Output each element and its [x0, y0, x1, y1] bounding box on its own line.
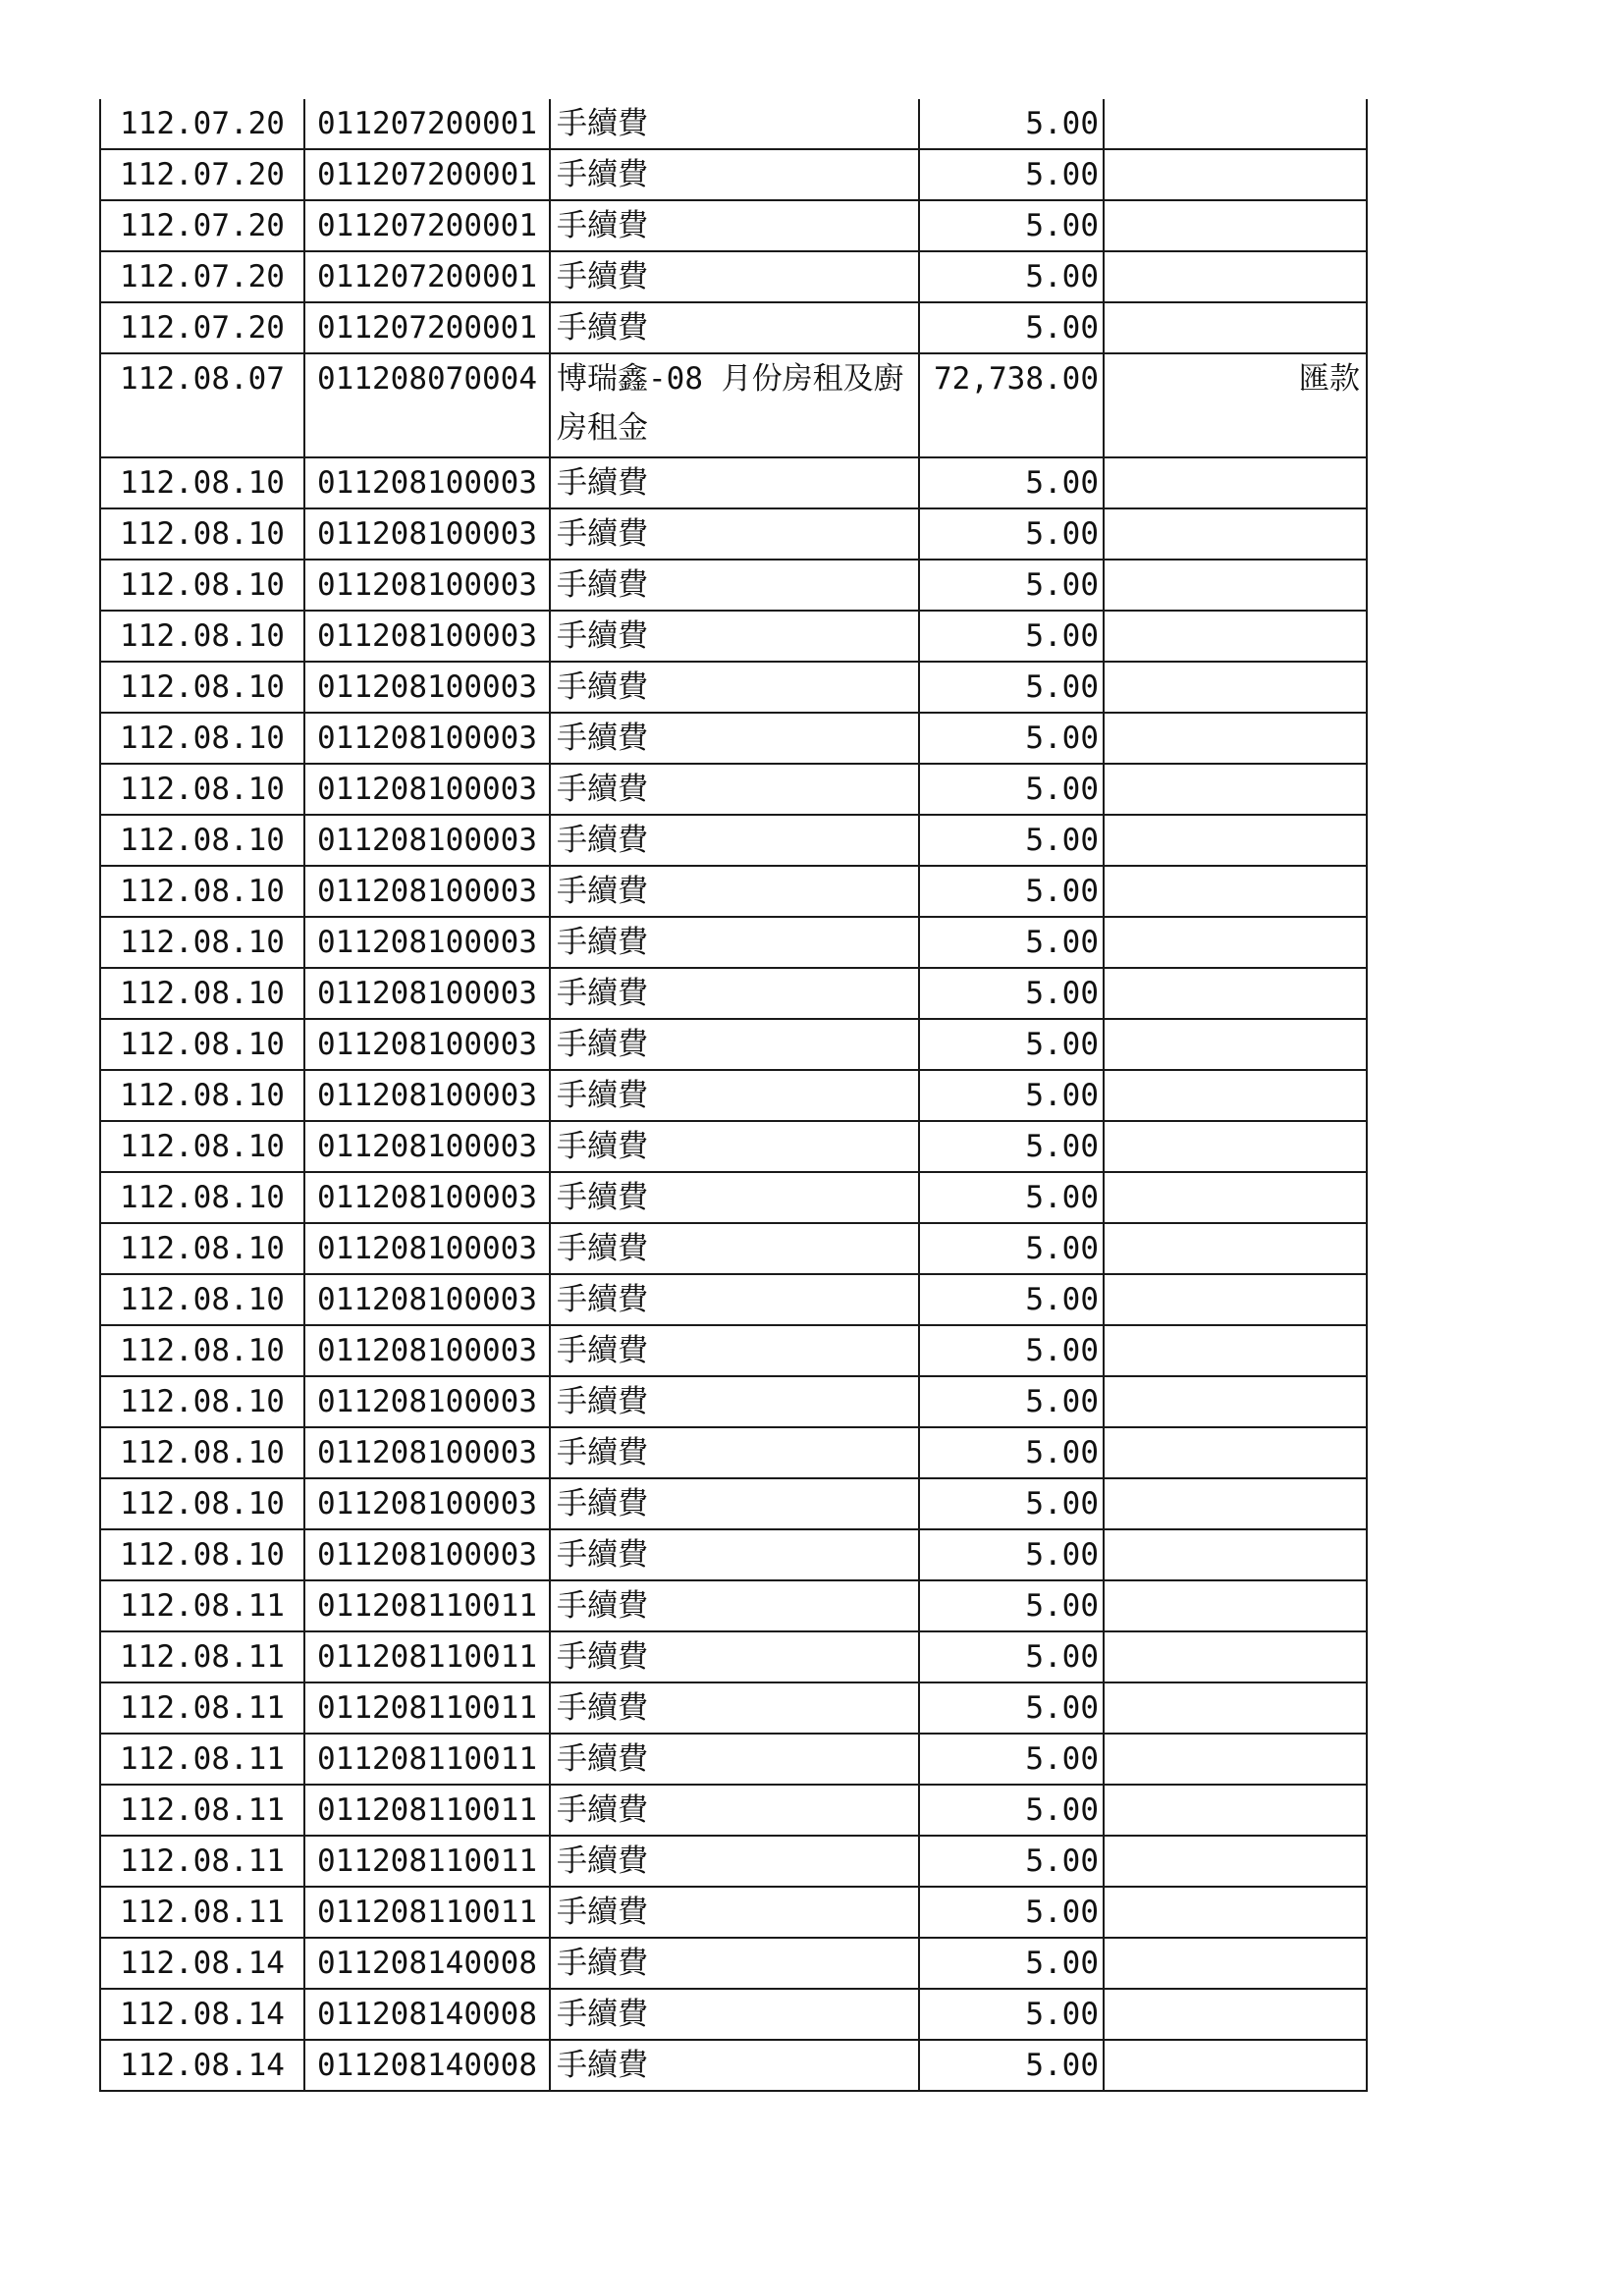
entry-description: 手續費: [550, 1427, 919, 1478]
entry-description: 手續費: [550, 1070, 919, 1121]
table-row: [100, 457, 1367, 508]
voucher-number: 011208100003: [304, 662, 550, 713]
table-row: [100, 1376, 1367, 1427]
voucher-number: 011208100003: [304, 866, 550, 917]
entry-description: 手續費: [550, 1887, 919, 1938]
entry-amount: 5.00: [919, 1580, 1104, 1631]
entry-description: 手續費: [550, 560, 919, 611]
table-row: [100, 99, 1367, 149]
entry-amount: 5.00: [919, 1223, 1104, 1274]
entry-description: 手續費: [550, 1734, 919, 1785]
entry-amount: 5.00: [919, 1325, 1104, 1376]
entry-amount: 5.00: [919, 1682, 1104, 1734]
entry-date: 112.08.10: [100, 1376, 304, 1427]
entry-description: 手續費: [550, 1631, 919, 1682]
entry-description: 手續費: [550, 611, 919, 662]
table-row: [100, 1887, 1367, 1938]
voucher-number: 011208100003: [304, 1427, 550, 1478]
voucher-number: 011208100003: [304, 1376, 550, 1427]
entry-amount: 5.00: [919, 764, 1104, 815]
entry-note: [1104, 1070, 1367, 1121]
entry-note: [1104, 1223, 1367, 1274]
entry-note: [1104, 764, 1367, 815]
entry-description: 手續費: [550, 1121, 919, 1172]
entry-amount: 5.00: [919, 1989, 1104, 2040]
entry-date: 112.07.20: [100, 99, 304, 149]
entry-description: 手續費: [550, 713, 919, 764]
entry-date: 112.08.10: [100, 764, 304, 815]
entry-date: 112.08.10: [100, 1529, 304, 1580]
entry-description: 手續費: [550, 1172, 919, 1223]
entry-note: [1104, 560, 1367, 611]
table-row: [100, 1070, 1367, 1121]
entry-amount: 5.00: [919, 611, 1104, 662]
entry-note: [1104, 1019, 1367, 1070]
table-row: [100, 1938, 1367, 1989]
entry-note: [1104, 866, 1367, 917]
entry-amount: 5.00: [919, 968, 1104, 1019]
table-row: [100, 1121, 1367, 1172]
table-row: [100, 560, 1367, 611]
entry-date: 112.08.10: [100, 1325, 304, 1376]
entry-description: 手續費: [550, 866, 919, 917]
table-row: [100, 1223, 1367, 1274]
voucher-number: 011208110011: [304, 1785, 550, 1836]
table-row: [100, 149, 1367, 200]
table-row: [100, 917, 1367, 968]
table-row: [100, 611, 1367, 662]
entry-date: 112.08.10: [100, 1274, 304, 1325]
table-row: [100, 1019, 1367, 1070]
entry-date: 112.08.10: [100, 1478, 304, 1529]
table-row: [100, 2040, 1367, 2091]
entry-description: 手續費: [550, 1580, 919, 1631]
voucher-number: 011208100003: [304, 1019, 550, 1070]
entry-date: 112.08.14: [100, 1938, 304, 1989]
entry-note: [1104, 1785, 1367, 1836]
entry-amount: 5.00: [919, 1478, 1104, 1529]
entry-amount: 5.00: [919, 508, 1104, 560]
voucher-number: 011208140008: [304, 2040, 550, 2091]
table-row: [100, 1989, 1367, 2040]
entry-note: [1104, 1121, 1367, 1172]
table-row: [100, 815, 1367, 866]
entry-note: [1104, 1325, 1367, 1376]
table-row: [100, 713, 1367, 764]
entry-amount: 5.00: [919, 99, 1104, 149]
entry-description: 手續費: [550, 1274, 919, 1325]
entry-amount: 5.00: [919, 1785, 1104, 1836]
voucher-number: 011208100003: [304, 1529, 550, 1580]
entry-date: 112.08.10: [100, 611, 304, 662]
entry-note: [1104, 1989, 1367, 2040]
voucher-number: 011208100003: [304, 560, 550, 611]
entry-description: 手續費: [550, 1938, 919, 1989]
entry-date: 112.08.10: [100, 1070, 304, 1121]
voucher-number: 011208100003: [304, 713, 550, 764]
entry-description: 手續費: [550, 815, 919, 866]
table-row: [100, 1631, 1367, 1682]
voucher-number: 011208100003: [304, 611, 550, 662]
entry-description: 手續費: [550, 1019, 919, 1070]
entry-date: 112.08.10: [100, 508, 304, 560]
entry-amount: 5.00: [919, 149, 1104, 200]
entry-description: 手續費: [550, 1785, 919, 1836]
voucher-number: 011208100003: [304, 1070, 550, 1121]
entry-note: [1104, 99, 1367, 149]
entry-date: 112.08.10: [100, 662, 304, 713]
entry-amount: 5.00: [919, 251, 1104, 302]
entry-date: 112.08.11: [100, 1580, 304, 1631]
voucher-number: 011208100003: [304, 1172, 550, 1223]
entry-date: 112.07.20: [100, 251, 304, 302]
table-row: [100, 1427, 1367, 1478]
entry-date: 112.08.11: [100, 1631, 304, 1682]
entry-note: [1104, 968, 1367, 1019]
entry-note: [1104, 1529, 1367, 1580]
entry-amount: 72,738.00: [919, 353, 1104, 457]
entry-description: 手續費: [550, 2040, 919, 2091]
table-row: [100, 1478, 1367, 1529]
entry-note: [1104, 149, 1367, 200]
entry-date: 112.08.10: [100, 560, 304, 611]
entry-note: [1104, 1376, 1367, 1427]
entry-amount: 5.00: [919, 1734, 1104, 1785]
voucher-number: 011208100003: [304, 457, 550, 508]
entry-description: 手續費: [550, 302, 919, 353]
voucher-number: 011207200001: [304, 200, 550, 251]
entry-description: 手續費: [550, 1376, 919, 1427]
entry-note: [1104, 917, 1367, 968]
table-row: [100, 1172, 1367, 1223]
entry-date: 112.08.11: [100, 1682, 304, 1734]
entry-description: 手續費: [550, 1682, 919, 1734]
table-row: [100, 1580, 1367, 1631]
voucher-number: 011208100003: [304, 1223, 550, 1274]
entry-amount: 5.00: [919, 1376, 1104, 1427]
entry-description: 博瑞鑫-08 月份房租及廚房租金: [550, 353, 919, 457]
entry-amount: 5.00: [919, 560, 1104, 611]
voucher-number: 011208100003: [304, 815, 550, 866]
entry-description: 手續費: [550, 508, 919, 560]
entry-note: [1104, 1478, 1367, 1529]
voucher-number: 011207200001: [304, 302, 550, 353]
entry-description: 手續費: [550, 99, 919, 149]
entry-date: 112.08.10: [100, 1223, 304, 1274]
entry-amount: 5.00: [919, 1938, 1104, 1989]
entry-amount: 5.00: [919, 1274, 1104, 1325]
entry-date: 112.08.10: [100, 457, 304, 508]
table-row: [100, 1785, 1367, 1836]
entry-date: 112.08.11: [100, 1734, 304, 1785]
voucher-number: 011207200001: [304, 251, 550, 302]
voucher-number: 011208100003: [304, 1274, 550, 1325]
entry-date: 112.08.10: [100, 1121, 304, 1172]
voucher-number: 011208110011: [304, 1887, 550, 1938]
entry-date: 112.08.10: [100, 1172, 304, 1223]
entry-note: [1104, 1274, 1367, 1325]
entry-description: 手續費: [550, 1478, 919, 1529]
entry-note: [1104, 815, 1367, 866]
entry-note: [1104, 2040, 1367, 2091]
entry-note: [1104, 1172, 1367, 1223]
entry-amount: 5.00: [919, 200, 1104, 251]
voucher-number: 011208100003: [304, 917, 550, 968]
entry-description: 手續費: [550, 917, 919, 968]
entry-note: 匯款: [1104, 353, 1367, 457]
table-row: [100, 353, 1367, 457]
ledger-table: [99, 99, 1368, 2092]
table-row: [100, 302, 1367, 353]
entry-date: 112.08.10: [100, 866, 304, 917]
entry-amount: 5.00: [919, 457, 1104, 508]
entry-amount: 5.00: [919, 1070, 1104, 1121]
entry-date: 112.07.20: [100, 149, 304, 200]
entry-note: [1104, 611, 1367, 662]
entry-amount: 5.00: [919, 2040, 1104, 2091]
table-row: [100, 1325, 1367, 1376]
voucher-number: 011208110011: [304, 1836, 550, 1887]
voucher-number: 011208100003: [304, 968, 550, 1019]
entry-date: 112.08.11: [100, 1836, 304, 1887]
entry-amount: 5.00: [919, 866, 1104, 917]
table-row: [100, 1529, 1367, 1580]
entry-amount: 5.00: [919, 815, 1104, 866]
entry-note: [1104, 1631, 1367, 1682]
entry-date: 112.08.10: [100, 1427, 304, 1478]
entry-date: 112.08.10: [100, 713, 304, 764]
entry-description: 手續費: [550, 1325, 919, 1376]
entry-note: [1104, 457, 1367, 508]
voucher-number: 011208110011: [304, 1682, 550, 1734]
entry-note: [1104, 713, 1367, 764]
table-row: [100, 1836, 1367, 1887]
voucher-number: 011208100003: [304, 508, 550, 560]
entry-amount: 5.00: [919, 1427, 1104, 1478]
entry-date: 112.08.14: [100, 2040, 304, 2091]
entry-description: 手續費: [550, 1223, 919, 1274]
entry-description: 手續費: [550, 1836, 919, 1887]
entry-note: [1104, 1682, 1367, 1734]
entry-note: [1104, 1836, 1367, 1887]
voucher-number: 011208110011: [304, 1734, 550, 1785]
entry-note: [1104, 508, 1367, 560]
entry-date: 112.07.20: [100, 302, 304, 353]
voucher-number: 011208100003: [304, 1325, 550, 1376]
entry-date: 112.08.10: [100, 815, 304, 866]
entry-note: [1104, 1938, 1367, 1989]
table-row: [100, 251, 1367, 302]
entry-amount: 5.00: [919, 1529, 1104, 1580]
entry-date: 112.08.11: [100, 1785, 304, 1836]
voucher-number: 011208110011: [304, 1631, 550, 1682]
voucher-number: 011207200001: [304, 99, 550, 149]
entry-description: 手續費: [550, 968, 919, 1019]
entry-amount: 5.00: [919, 1887, 1104, 1938]
voucher-number: 011208070004: [304, 353, 550, 457]
entry-date: 112.08.10: [100, 968, 304, 1019]
entry-note: [1104, 662, 1367, 713]
entry-description: 手續費: [550, 662, 919, 713]
entry-date: 112.08.07: [100, 353, 304, 457]
table-row: [100, 1682, 1367, 1734]
entry-description: 手續費: [550, 764, 919, 815]
entry-amount: 5.00: [919, 1836, 1104, 1887]
entry-amount: 5.00: [919, 1019, 1104, 1070]
table-row: [100, 662, 1367, 713]
entry-note: [1104, 200, 1367, 251]
entry-date: 112.08.10: [100, 917, 304, 968]
entry-amount: 5.00: [919, 917, 1104, 968]
entry-description: 手續費: [550, 1529, 919, 1580]
table-row: [100, 1734, 1367, 1785]
entry-note: [1104, 1887, 1367, 1938]
entry-date: 112.08.11: [100, 1887, 304, 1938]
entry-amount: 5.00: [919, 713, 1104, 764]
table-row: [100, 866, 1367, 917]
entry-note: [1104, 251, 1367, 302]
entry-amount: 5.00: [919, 302, 1104, 353]
table-row: [100, 1274, 1367, 1325]
table-row: [100, 968, 1367, 1019]
voucher-number: 011208100003: [304, 764, 550, 815]
entry-amount: 5.00: [919, 1631, 1104, 1682]
entry-description: 手續費: [550, 457, 919, 508]
voucher-number: 011208140008: [304, 1938, 550, 1989]
entry-date: 112.08.14: [100, 1989, 304, 2040]
ledger-body: [100, 99, 1367, 2091]
voucher-number: 011208100003: [304, 1478, 550, 1529]
entry-amount: 5.00: [919, 1172, 1104, 1223]
entry-note: [1104, 1580, 1367, 1631]
table-row: [100, 764, 1367, 815]
voucher-number: 011208100003: [304, 1121, 550, 1172]
entry-description: 手續費: [550, 200, 919, 251]
entry-date: 112.08.10: [100, 1019, 304, 1070]
entry-note: [1104, 302, 1367, 353]
entry-description: 手續費: [550, 1989, 919, 2040]
entry-amount: 5.00: [919, 662, 1104, 713]
entry-description: 手續費: [550, 251, 919, 302]
voucher-number: 011207200001: [304, 149, 550, 200]
entry-note: [1104, 1427, 1367, 1478]
entry-description: 手續費: [550, 149, 919, 200]
entry-amount: 5.00: [919, 1121, 1104, 1172]
entry-date: 112.07.20: [100, 200, 304, 251]
table-row: [100, 200, 1367, 251]
voucher-number: 011208140008: [304, 1989, 550, 2040]
table-row: [100, 508, 1367, 560]
voucher-number: 011208110011: [304, 1580, 550, 1631]
entry-note: [1104, 1734, 1367, 1785]
